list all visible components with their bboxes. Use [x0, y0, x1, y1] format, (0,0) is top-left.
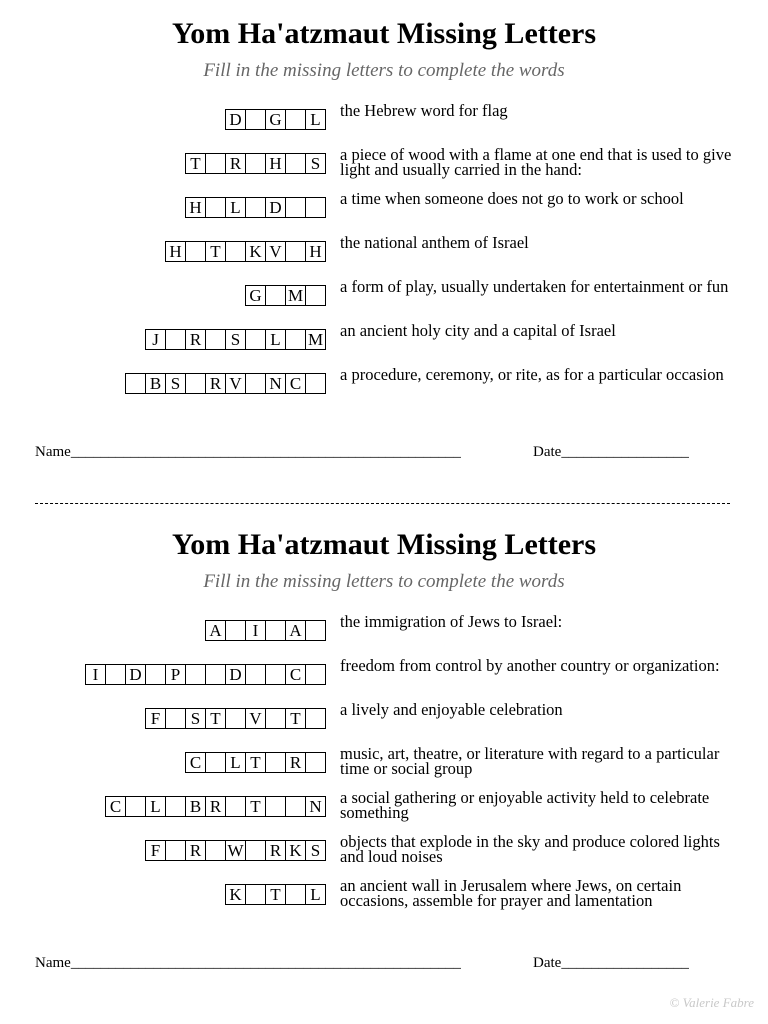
letter-boxes: [146, 708, 326, 729]
letter-box: H: [185, 197, 206, 218]
date-blank[interactable]: _________________: [561, 444, 689, 460]
blank-letter-box[interactable]: [165, 840, 186, 861]
letter-box: F: [145, 840, 166, 861]
blank-letter-box[interactable]: [305, 752, 326, 773]
letter-box: S: [305, 153, 326, 174]
blank-letter-box[interactable]: [205, 752, 226, 773]
letter-box: W: [225, 840, 246, 861]
blank-letter-box[interactable]: [125, 796, 146, 817]
letter-box: V: [225, 373, 246, 394]
blank-letter-box[interactable]: [185, 241, 206, 262]
blank-letter-box[interactable]: [305, 708, 326, 729]
blank-letter-box[interactable]: [165, 708, 186, 729]
letter-box: R: [265, 840, 286, 861]
name-field-bottom[interactable]: [35, 954, 461, 972]
blank-letter-box[interactable]: [285, 153, 306, 174]
clue-text: a social gathering or enjoyable activity held to celebrate something: [340, 788, 710, 822]
clue-text: a time when someone does not go to work or school: [340, 189, 684, 208]
blank-letter-box[interactable]: [125, 373, 146, 394]
blank-letter-box[interactable]: [265, 664, 286, 685]
blank-letter-box[interactable]: [265, 285, 286, 306]
letter-boxes: [166, 241, 326, 262]
letter-box: K: [285, 840, 306, 861]
blank-letter-box[interactable]: [205, 664, 226, 685]
blank-letter-box[interactable]: [305, 197, 326, 218]
clue-text: an ancient holy city and a capital of Israel: [340, 321, 616, 340]
letter-box: B: [145, 373, 166, 394]
cut-line-divider: [35, 503, 730, 504]
blank-letter-box[interactable]: [245, 664, 266, 685]
clue-text: the immigration of Jews to Israel:: [340, 612, 563, 631]
name-blank[interactable]: ____________________________________________________: [70, 955, 461, 971]
letter-boxes: [186, 197, 326, 218]
blank-letter-box[interactable]: [185, 373, 206, 394]
blank-letter-box[interactable]: [205, 840, 226, 861]
date-field-top[interactable]: [533, 443, 689, 461]
letter-box: A: [205, 620, 226, 641]
letter-box: M: [305, 329, 326, 350]
blank-letter-box[interactable]: [285, 109, 306, 130]
letter-boxes: [106, 796, 326, 817]
blank-letter-box[interactable]: [185, 664, 206, 685]
date-blank[interactable]: _________________: [561, 955, 689, 971]
blank-letter-box[interactable]: [225, 708, 246, 729]
letter-box: G: [245, 285, 266, 306]
letter-boxes: [246, 285, 326, 306]
blank-letter-box[interactable]: [205, 329, 226, 350]
worksheet-subtitle: Fill in the missing letters to complete the words: [203, 60, 565, 81]
name-blank[interactable]: ____________________________________________________: [70, 444, 461, 460]
letter-box: L: [225, 197, 246, 218]
letter-box: R: [225, 153, 246, 174]
blank-letter-box[interactable]: [265, 620, 286, 641]
blank-letter-box[interactable]: [245, 373, 266, 394]
blank-letter-box[interactable]: [205, 197, 226, 218]
blank-letter-box[interactable]: [245, 109, 266, 130]
letter-box: J: [145, 329, 166, 350]
blank-letter-box[interactable]: [245, 884, 266, 905]
worksheet-top: [0, 17, 768, 477]
letter-boxes: [206, 620, 326, 641]
letter-boxes: [146, 329, 326, 350]
letter-boxes: [226, 884, 326, 905]
worksheet-title: Yom Ha'atzmaut Missing Letters: [171, 528, 597, 561]
letter-box: N: [265, 373, 286, 394]
clue-text: a procedure, ceremony, or rite, as for a particular occasion: [340, 365, 724, 384]
letter-box: D: [225, 109, 246, 130]
blank-letter-box[interactable]: [245, 153, 266, 174]
clue-text: freedom from control by another country or organization:: [340, 656, 720, 675]
letter-box: C: [285, 373, 306, 394]
blank-letter-box[interactable]: [205, 153, 226, 174]
blank-letter-box[interactable]: [285, 329, 306, 350]
letter-box: V: [265, 241, 286, 262]
letter-box: I: [245, 620, 266, 641]
letter-box: T: [205, 708, 226, 729]
letter-box: R: [185, 329, 206, 350]
date-label: Date: [533, 444, 562, 460]
letter-box: K: [225, 884, 246, 905]
blank-letter-box[interactable]: [265, 752, 286, 773]
name-field-top[interactable]: [35, 443, 461, 461]
letter-boxes: [186, 153, 326, 174]
letter-box: T: [285, 708, 306, 729]
blank-letter-box[interactable]: [305, 664, 326, 685]
letter-box: D: [265, 197, 286, 218]
letter-box: S: [165, 373, 186, 394]
worksheet-title: Yom Ha'atzmaut Missing Letters: [171, 17, 597, 50]
letter-boxes: [126, 373, 326, 394]
blank-letter-box[interactable]: [165, 796, 186, 817]
blank-letter-box[interactable]: [225, 620, 246, 641]
letter-box: M: [285, 285, 306, 306]
letter-box: B: [185, 796, 206, 817]
blank-letter-box[interactable]: [305, 285, 326, 306]
clue-text: objects that explode in the sky and produce colored lights and loud noises: [340, 832, 720, 866]
letter-box: T: [265, 884, 286, 905]
letter-box: C: [285, 664, 306, 685]
worksheet-subtitle: Fill in the missing letters to complete the words: [203, 571, 565, 592]
blank-letter-box[interactable]: [105, 664, 126, 685]
letter-box: F: [145, 708, 166, 729]
letter-boxes: [86, 664, 326, 685]
letter-box: C: [105, 796, 126, 817]
blank-letter-box[interactable]: [265, 708, 286, 729]
clue-text: the national anthem of Israel: [340, 233, 529, 252]
letter-box: L: [145, 796, 166, 817]
clue-text: a piece of wood with a flame at one end that is used to give light and usually carried in the hand:: [340, 145, 732, 179]
letter-box: T: [245, 752, 266, 773]
clue-text: the Hebrew word for flag: [340, 101, 508, 120]
date-label: Date: [533, 955, 562, 971]
letter-box: R: [285, 752, 306, 773]
letter-box: T: [245, 796, 266, 817]
clue-text: music, art, theatre, or literature with regard to a particular time or social group: [340, 744, 720, 778]
letter-box: I: [85, 664, 106, 685]
blank-letter-box[interactable]: [265, 796, 286, 817]
letter-box: H: [165, 241, 186, 262]
letter-box: L: [305, 109, 326, 130]
letter-box: L: [225, 752, 246, 773]
blank-letter-box[interactable]: [165, 329, 186, 350]
clue-text: a lively and enjoyable celebration: [340, 700, 563, 719]
letter-box: S: [305, 840, 326, 861]
letter-box: D: [125, 664, 146, 685]
letter-box: H: [305, 241, 326, 262]
clue-text: a form of play, usually undertaken for entertainment or fun: [340, 277, 729, 296]
blank-letter-box[interactable]: [145, 664, 166, 685]
letter-box: T: [185, 153, 206, 174]
letter-box: G: [265, 109, 286, 130]
blank-letter-box[interactable]: [245, 329, 266, 350]
letter-box: H: [265, 153, 286, 174]
blank-letter-box[interactable]: [225, 241, 246, 262]
letter-box: S: [185, 708, 206, 729]
letter-boxes: [226, 109, 326, 130]
blank-letter-box[interactable]: [285, 796, 306, 817]
letter-box: K: [245, 241, 266, 262]
letter-box: R: [205, 373, 226, 394]
clue-text: an ancient wall in Jerusalem where Jews, on certain occasions, assemble for prayer and lamentation: [340, 876, 682, 910]
blank-letter-box[interactable]: [285, 197, 306, 218]
letter-box: C: [185, 752, 206, 773]
letter-boxes: [146, 840, 326, 861]
worksheet-bottom: [0, 528, 768, 988]
blank-letter-box[interactable]: [305, 373, 326, 394]
letter-boxes: [186, 752, 326, 773]
copyright-credit: © Valerie Fabre: [669, 995, 754, 1010]
letter-box: R: [205, 796, 226, 817]
letter-box: R: [185, 840, 206, 861]
blank-letter-box[interactable]: [245, 197, 266, 218]
letter-box: A: [285, 620, 306, 641]
letter-box: N: [305, 796, 326, 817]
blank-letter-box[interactable]: [225, 796, 246, 817]
blank-letter-box[interactable]: [285, 241, 306, 262]
blank-letter-box[interactable]: [305, 620, 326, 641]
letter-box: S: [225, 329, 246, 350]
name-label: Name: [35, 955, 71, 971]
letter-box: D: [225, 664, 246, 685]
letter-box: L: [305, 884, 326, 905]
letter-box: T: [205, 241, 226, 262]
letter-box: P: [165, 664, 186, 685]
letter-box: V: [245, 708, 266, 729]
date-field-bottom[interactable]: [533, 954, 689, 972]
blank-letter-box[interactable]: [245, 840, 266, 861]
letter-box: L: [265, 329, 286, 350]
blank-letter-box[interactable]: [285, 884, 306, 905]
name-label: Name: [35, 444, 71, 460]
